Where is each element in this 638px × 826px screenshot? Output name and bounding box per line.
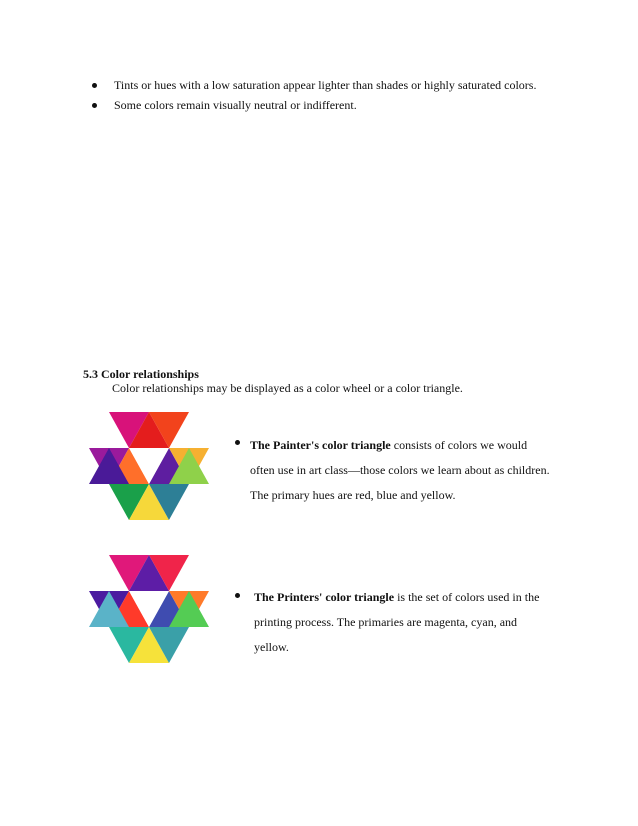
section-heading: 5.3 Color relationships [83, 367, 199, 381]
painters-line-2: often use in art class—those colors we learn about as children. [250, 463, 550, 477]
bullet-text: Tints or hues with a low saturation appear lighter than shades or highly saturated colors. [114, 78, 537, 92]
section-intro: Color relationships may be displayed as a color wheel or a color triangle. [112, 381, 463, 395]
printers-line-1 [254, 585, 540, 610]
printers-term: The Printers' color triangle [254, 590, 395, 604]
painters-paragraph [250, 433, 550, 508]
printers-line-2: printing process. The primaries are magenta, cyan, and [254, 615, 518, 629]
bullet-dot [92, 83, 97, 88]
bullet-text: Some colors remain visually neutral or indifferent. [114, 98, 357, 112]
painters-term: The Painter's color triangle [250, 438, 391, 452]
printers-line-3: yellow. [254, 640, 289, 654]
painters-color-triangle-image [84, 412, 214, 526]
bullet-dot [235, 593, 240, 598]
painters-line-3: The primary hues are red, blue and yellow. [250, 488, 456, 502]
printers-line-1-text: is the set of colors used in the [394, 590, 540, 604]
printers-paragraph [254, 585, 540, 660]
printers-color-triangle-image [84, 555, 214, 669]
painters-line-1 [250, 433, 535, 458]
bullet-dot [235, 440, 240, 445]
bullet-dot [92, 103, 97, 108]
painters-line-1-text: consists of colors we would [390, 438, 528, 452]
